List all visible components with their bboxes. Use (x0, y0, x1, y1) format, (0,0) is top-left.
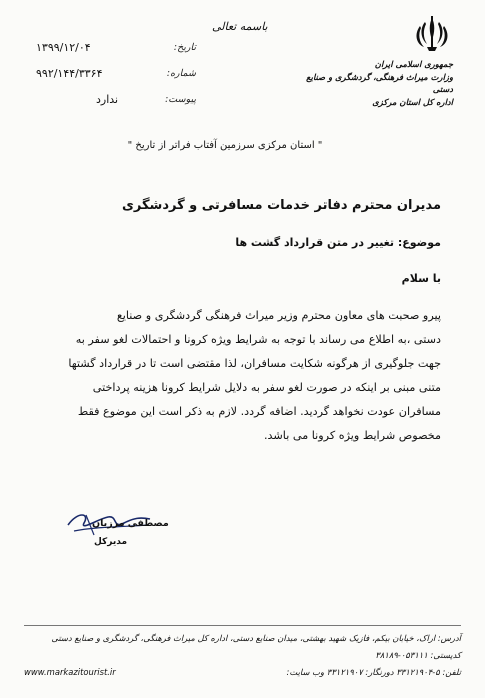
number-value: ۹۹۲/۱۴۴/۳۳۶۴ (36, 66, 103, 80)
letter-meta (36, 34, 196, 112)
subject-line: موضوع: تغییر در متن قرارداد گشت ها (235, 236, 441, 249)
signatory-title: مدیرکل (94, 537, 128, 547)
body-line: پیرو صحبت های معاون محترم وزیر میراث فرهنگی گردشگری و صنایع (116, 309, 441, 322)
body-line: مخصوص شرایط ویژه کرونا می باشد. (263, 429, 441, 442)
letter-footer (24, 630, 461, 681)
attachment-row (36, 86, 196, 112)
greeting-line: با سلام (401, 272, 441, 285)
signatory-name: مصطفی مرزبان (92, 518, 169, 529)
iran-emblem-icon (411, 14, 453, 54)
date-label: تاریخ: (173, 41, 196, 53)
body-line: مسافران عودت نخواهد گردید. اضافه گردد. لازم به ذکر است این موضوع فقط (77, 405, 441, 418)
organization-header (303, 58, 453, 108)
attachment-value: ندارد (96, 92, 119, 106)
recipient-line: مدیران محترم دفاتر خدمات مسافرتی و گردشگری (121, 198, 441, 213)
letter-body (42, 304, 441, 448)
org-line: جمهوری اسلامی ایران (374, 59, 453, 69)
date-row (36, 34, 196, 60)
province-slogan: " استان مرکزی سرزمین آفتاب فراتر از تاریخ " (127, 140, 323, 151)
number-row (36, 60, 196, 86)
footer-phone: تلفن: ۵-۳۳۱۲۱۹۰۴ دورنگار: ۳۳۱۲۱۹۰۷ وب سایت: (286, 667, 461, 677)
body-line: متنی مبنی بر اینکه در صورت لغو سفر به دلایل شرایط کرونا هزینه پرداختی (92, 381, 441, 394)
number-label: شماره: (166, 67, 196, 79)
footer-address: آدرس: اراک، خیابان بیکم، فازیک شهید بهشتی، میدان صنایع دستی، اداره کل میراث فرهنگی، گردشگری و صنایع دستی کدپستی: ۰۵۳۱۱۱-۳۸۱۸۹ (51, 633, 461, 660)
org-line: اداره کل استان مرکزی (372, 96, 453, 107)
footer-contact-row (24, 664, 461, 681)
org-line: وزارت میراث فرهنگی، گردشگری و صنایع دستی (306, 71, 453, 94)
attachment-label: پیوست: (165, 93, 196, 105)
body-line: دستی ،به اطلاع می رساند با توجه به شرایط ویژه کرونا و احتمالات لغو سفر به (75, 333, 441, 346)
bismillah-heading: باسمه تعالی (212, 20, 268, 33)
body-line: جهت جلوگیری از هرگونه شکایت مسافران، لذا مقتضی است تا در قرارداد گشتها (68, 357, 441, 370)
footer-divider (24, 625, 461, 626)
footer-website-link[interactable]: www.markazitourist.ir (24, 667, 116, 677)
date-value: ۱۳۹۹/۱۲/۰۴ (36, 40, 91, 54)
